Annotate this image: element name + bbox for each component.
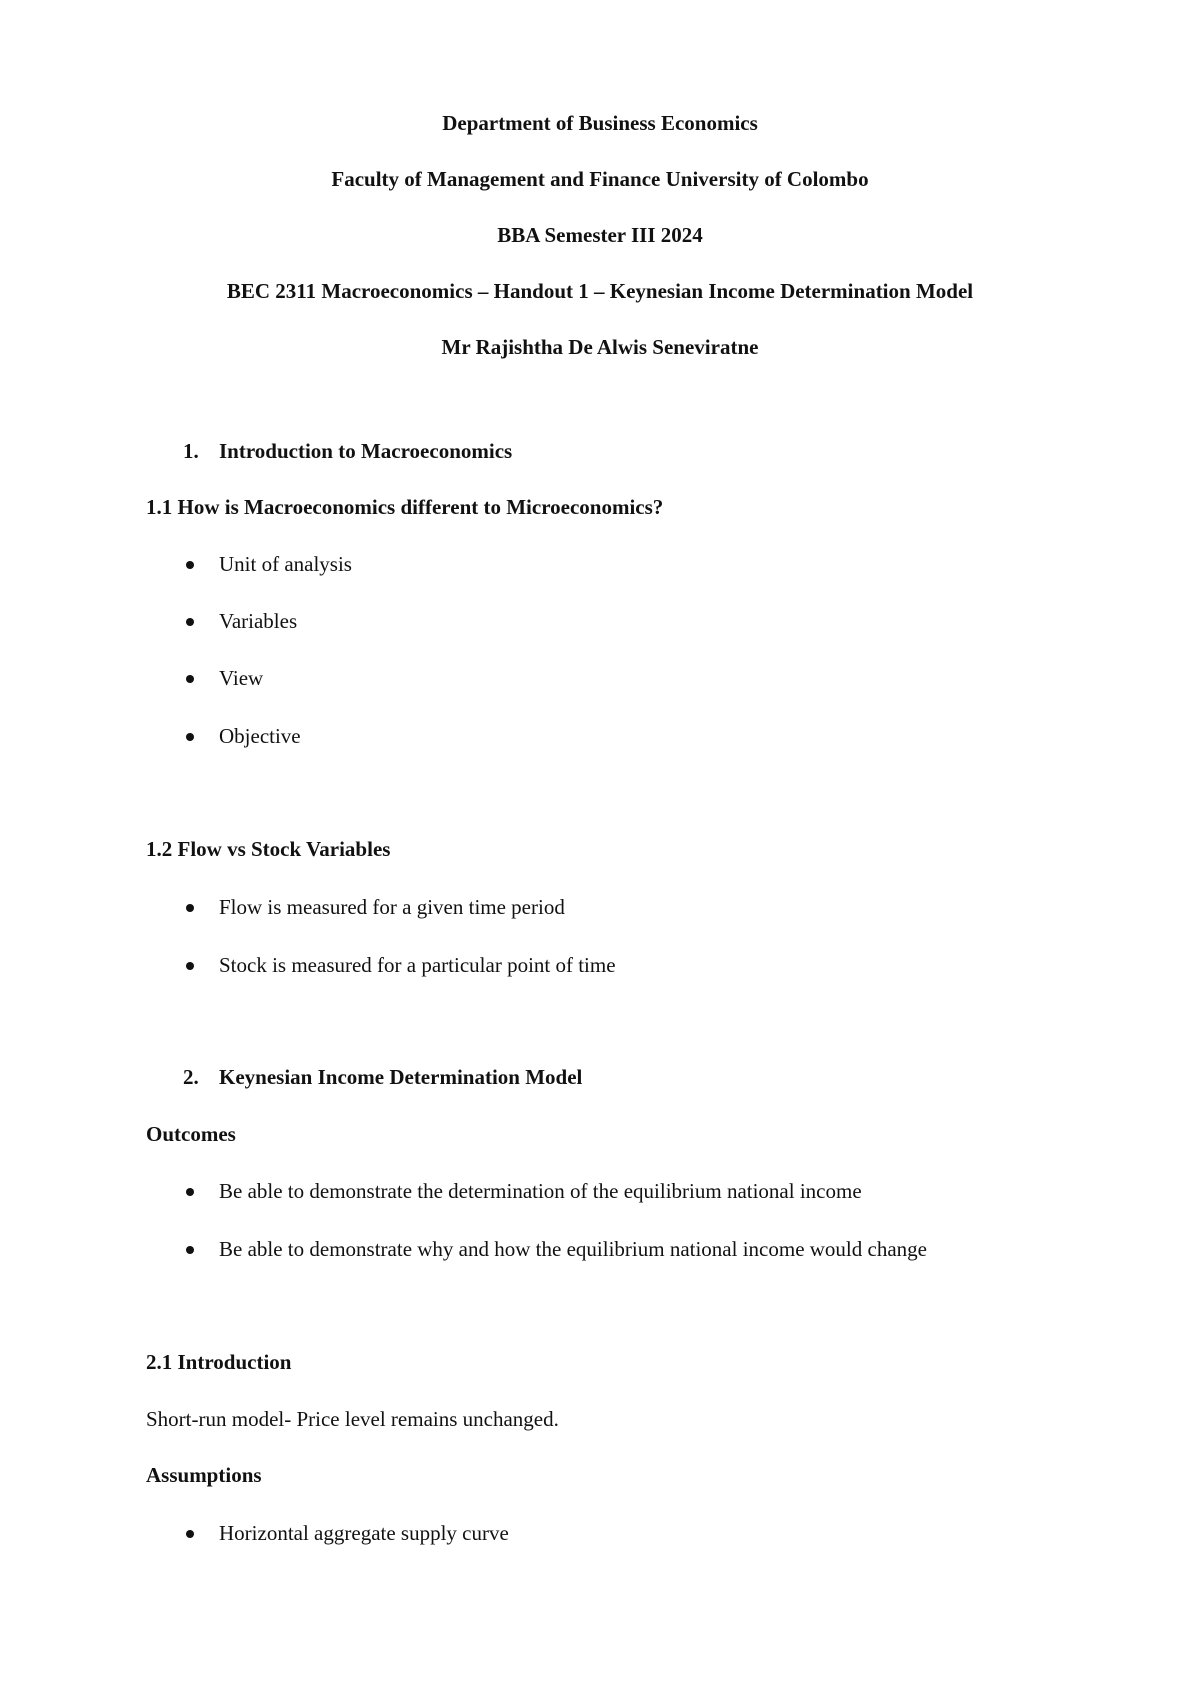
list-item-text: View (219, 666, 264, 690)
list-item-text: Objective (219, 724, 301, 748)
outcomes-heading: Outcomes (146, 1122, 236, 1146)
bullet-icon (186, 618, 194, 626)
faculty-title: Faculty of Management and Finance University of Colombo (331, 167, 869, 191)
bullet-icon (186, 561, 194, 569)
section-1-number: 1. (183, 439, 199, 463)
section-2-number: 2. (183, 1065, 199, 1089)
bullet-icon (186, 675, 194, 683)
subsection-2-1-heading: 2.1 Introduction (146, 1350, 292, 1374)
subsection-1-2-heading: 1.2 Flow vs Stock Variables (146, 837, 391, 861)
list-item-text: Variables (219, 609, 298, 633)
bullet-icon (186, 1530, 194, 1538)
bullet-icon (186, 1188, 194, 1196)
bullet-icon (186, 962, 194, 970)
assumptions-heading: Assumptions (146, 1463, 262, 1487)
list-item-text: Horizontal aggregate supply curve (219, 1521, 509, 1545)
course-title: BEC 2311 Macroeconomics – Handout 1 – Keynesian Income Determination Model (226, 279, 974, 303)
list-item-text: Unit of analysis (219, 552, 352, 576)
programme-title: BBA Semester III 2024 (497, 223, 703, 247)
section-1-title: Introduction to Macroeconomics (219, 439, 513, 463)
list-item-text: Flow is measured for a given time period (219, 895, 565, 919)
lecturer-name: Mr Rajishtha De Alwis Seneviratne (441, 335, 759, 359)
list-item-text: Be able to demonstrate why and how the equilibrium national income would change (219, 1237, 927, 1261)
bullet-icon (186, 904, 194, 912)
subsection-1-1-heading: 1.1 How is Macroeconomics different to Microeconomics? (146, 495, 664, 519)
list-item-text: Stock is measured for a particular point of time (219, 953, 616, 977)
paragraph-text: Short-run model- Price level remains unchanged. (146, 1407, 559, 1431)
list-item-text: Be able to demonstrate the determination of the equilibrium national income (219, 1179, 862, 1203)
bullet-icon (186, 733, 194, 741)
bullet-icon (186, 1246, 194, 1254)
department-title: Department of Business Economics (442, 111, 758, 135)
section-2-title: Keynesian Income Determination Model (219, 1065, 583, 1089)
